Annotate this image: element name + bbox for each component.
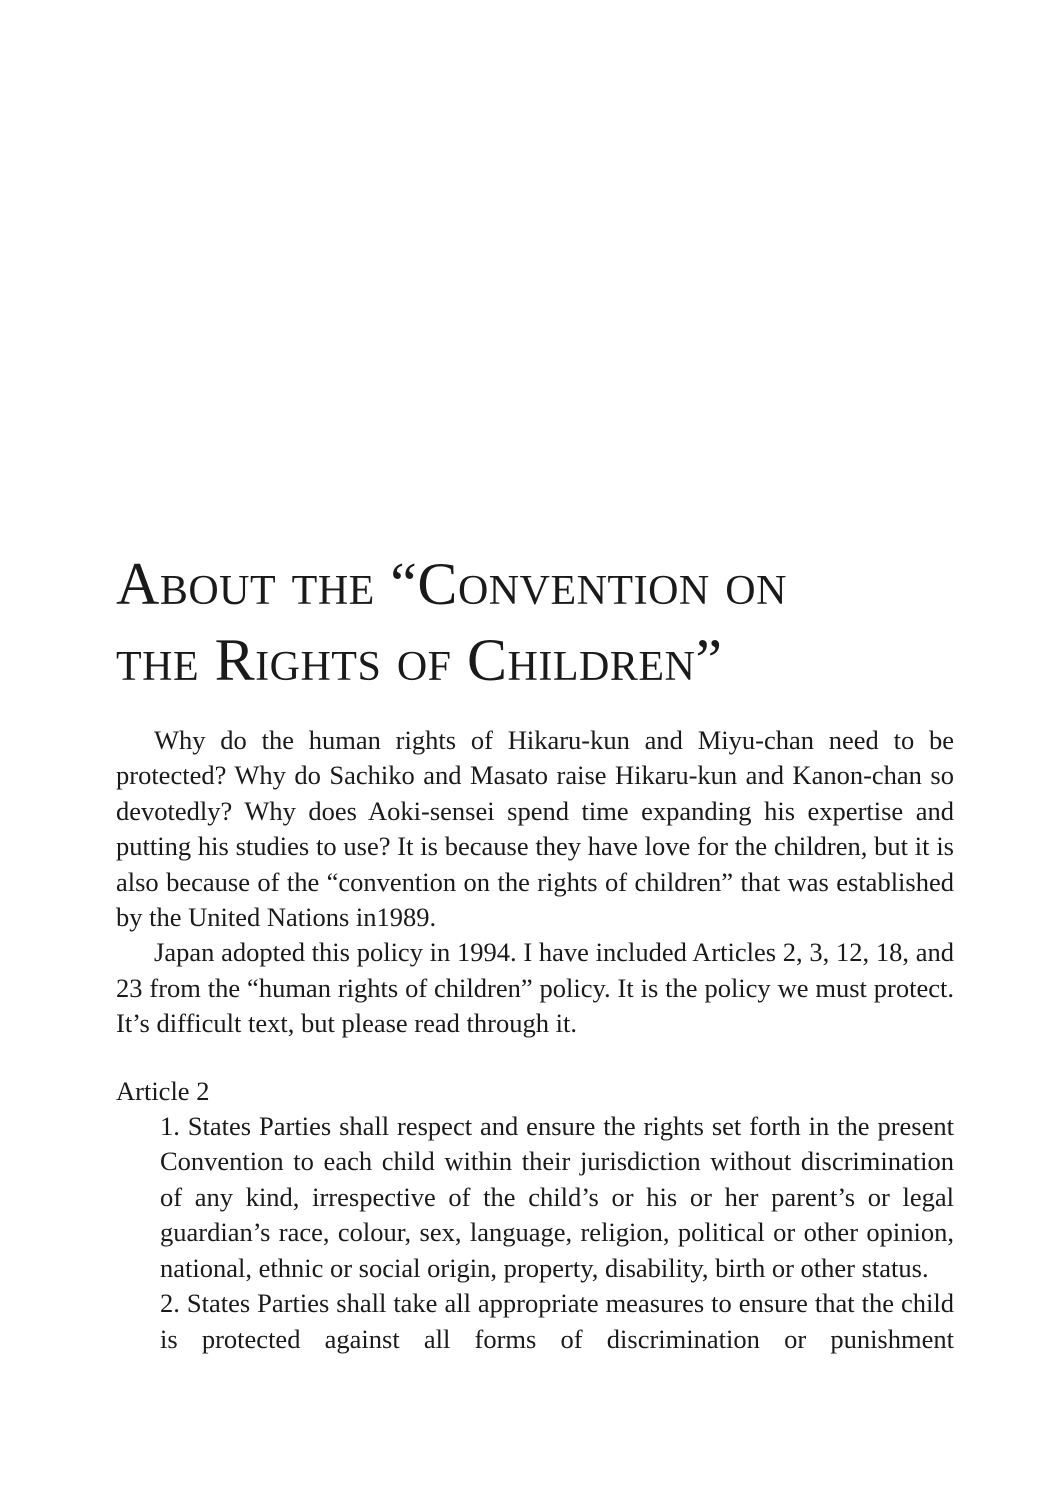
- intro-paragraph: Why do the human rights of Hikaru-kun and Miyu-chan need to be protected? Why do Sachiko and Masato raise Hikaru-kun and Kanon-chan so devotedly? Why does Aoki-sensei spend time expanding his expertise and putting his studies to use? It is because they have love for the children, but it is also because of the “convention on the rights of children” that was established by the United Nations in1989.: [116, 725, 954, 933]
- article-item: 1. States Parties shall respect and ensure the rights set forth in the present Convention to each child within their jurisdiction without discrimination of any kind, irrespective of the child’s or his or her parent’s or legal guardian’s race, colour, sex, language, religion, political or other opinion, national, ethnic or social origin, property, disability, birth or other status.: [160, 1111, 954, 1283]
- title-line-2: the Rights of Children”: [116, 627, 723, 693]
- body-text: [116, 723, 954, 1357]
- title-line-1: About the “Convention on: [116, 551, 787, 617]
- article-item: 2. States Parties shall take all appropriate measures to ensure that the child is protected against all forms of discrimination or punishment: [160, 1288, 954, 1354]
- adoption-paragraph: Japan adopted this policy in 1994. I have included Articles 2, 3, 12, 18, and 23 from the “human rights of children” policy. It is the policy we must protect. It’s difficult text, but please read through it.: [116, 937, 954, 1039]
- article-heading: Article 2: [116, 1075, 210, 1106]
- page-title: [116, 546, 946, 698]
